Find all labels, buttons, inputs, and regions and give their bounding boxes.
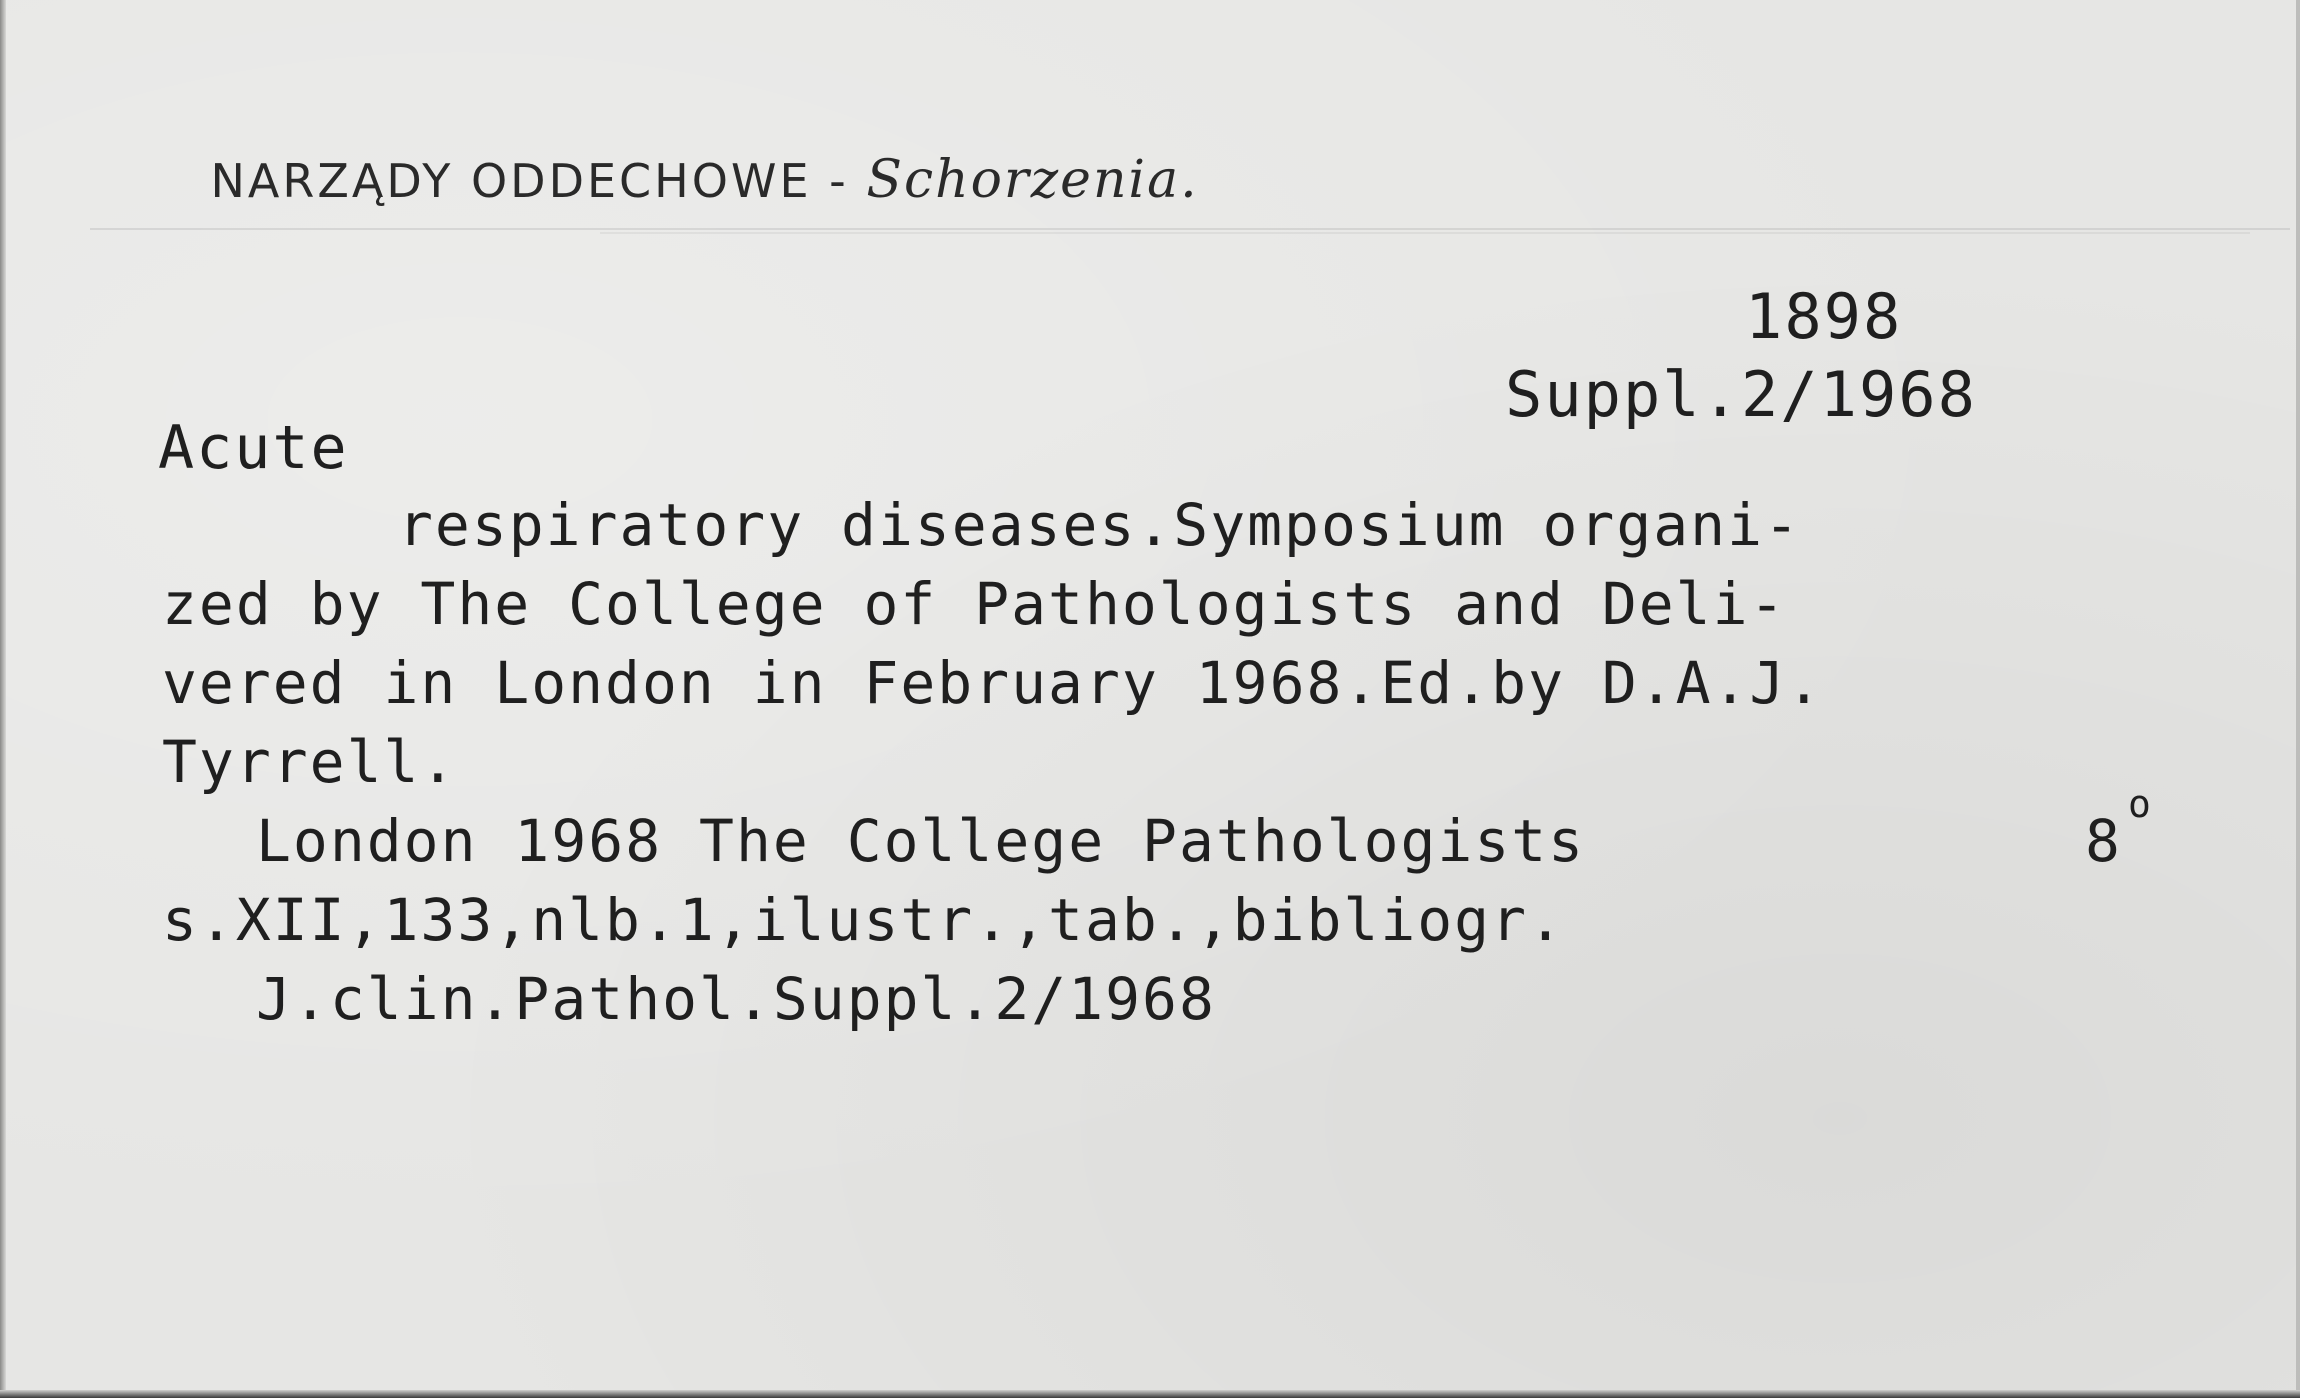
entry-collation: s.XII,133,nlb.1,ilustr.,tab.,bibliogr. [162,886,1565,954]
entry-title-start: Acute [158,413,349,483]
card-bottom-edge [0,1390,2300,1398]
subject-heading-dash: - [811,154,867,208]
entry-line: zed by The College of Pathologists and Deli- [162,570,1787,638]
subject-heading-secondary: Schorzenia. [866,150,1199,210]
entry-imprint: London 1968 The College Pathologists [256,807,1586,875]
entry-line: vered in London in February 1968.Ed.by D.A.J. [162,649,1824,717]
call-number-supplement: Suppl.2/1968 [1505,358,1977,431]
subject-heading-primary: NARZĄDY ODDECHOWE [210,154,812,208]
entry-line: Tyrrell. [162,728,458,796]
card-left-edge [0,0,6,1398]
subject-heading [140,108,1199,252]
entry-format-number: 8 [2085,807,2122,875]
call-number-year: 1898 [1745,280,1903,353]
entry-format [2085,807,2122,875]
entry-series: J.clin.Pathol.Suppl.2/1968 [256,965,1216,1033]
card-right-edge [2296,0,2300,1398]
entry-format-mark: o [2128,782,2151,826]
entry-line: respiratory diseases.Symposium organi- [398,491,1801,559]
